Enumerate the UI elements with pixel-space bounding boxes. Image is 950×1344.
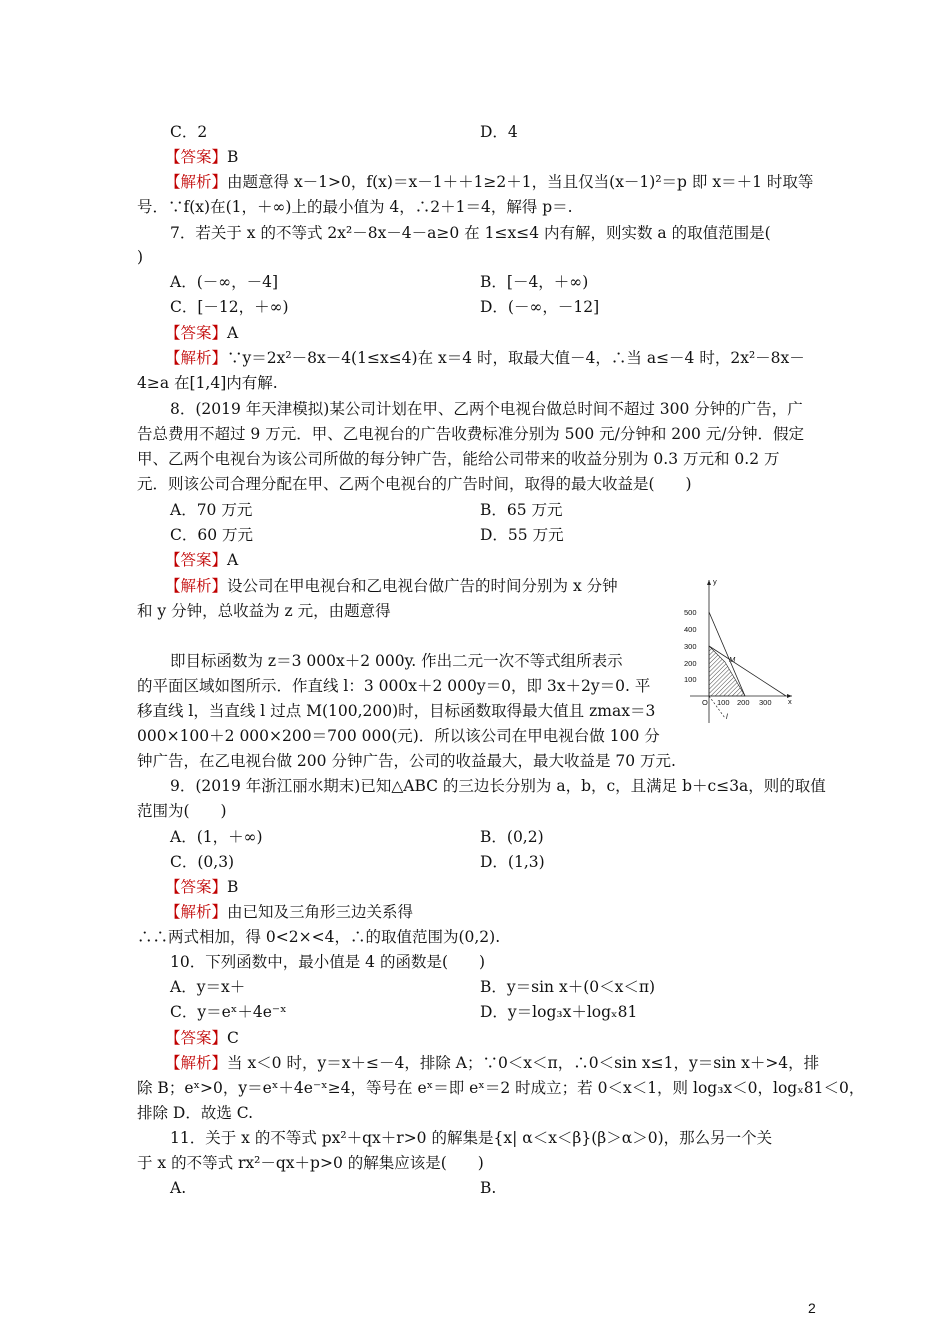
text-line: [170, 951, 485, 973]
line-text: 7．若关于 x 的不等式 2x²－8x－4－a≥0 在 1≤x≤4 内有解，则实数 a 的取值范围是(: [170, 224, 771, 242]
line-text: A．y＝x＋: [170, 978, 246, 996]
line-text: C．60 万元: [170, 526, 254, 544]
line-text: A.: [170, 1179, 187, 1197]
line-text: ): [137, 248, 144, 266]
page-number: 2: [808, 1300, 816, 1316]
text-line: [137, 1102, 253, 1124]
line-text: B: [227, 878, 239, 896]
line-text: D．(－∞，－12]: [480, 298, 600, 316]
analysis-tag: 【解析】: [165, 173, 228, 191]
line-text: ∴∴两式相加，得 0<2×<4，∴的取值范围为(0,2).: [137, 928, 501, 946]
text-line: [137, 1152, 484, 1174]
analysis-tag: 【解析】: [165, 1054, 228, 1072]
line-text: 钟广告，在乙电视台做 200 分钟广告，公司的收益最大，最大收益是 70 万元.: [137, 752, 676, 770]
line-text: 10．下列函数中，最小值是 4 的函数是( ): [170, 953, 486, 971]
text-line: [137, 1077, 864, 1099]
line-text: 11．关于 x 的不等式 px²＋qx＋r>0 的解集是{x| α＜x＜β}(β＞α＞0)，那么另一个关: [170, 1129, 773, 1147]
line-text: B: [227, 148, 239, 166]
text-line: [137, 700, 655, 722]
line-text: 元．则该公司合理分配在甲、乙两个电视台的广告时间，取得的最大收益是( ): [137, 475, 692, 493]
line-text: 8．(2019 年天津模拟)某公司计划在甲、乙两个电视台做总时间不超过 300 分钟的广告，广: [170, 400, 803, 418]
text-line: [170, 499, 252, 521]
line-text: B．[－4，＋∞): [480, 273, 589, 291]
line-text: 范围为( ): [137, 802, 227, 820]
line-text: 4≥a 在[1,4]内有解.: [137, 374, 278, 392]
text-line: [137, 448, 780, 470]
text-line: [165, 876, 238, 898]
line-text: 移直线 l，当直线 l 过点 M(100,200)时，目标函数取得最大值且 zmax＝3: [137, 702, 656, 720]
x-tick-100: 100: [717, 698, 730, 707]
text-line: [480, 851, 545, 873]
line-text: D．y＝log₃x＋logₓ81: [480, 1003, 638, 1021]
text-line: [480, 1177, 496, 1199]
text-line: [170, 826, 263, 848]
text-line: [480, 1001, 637, 1023]
line-text: 除 B；eˣ>0，y＝eˣ＋4e⁻ˣ≥4，等号在 eˣ＝即 eˣ＝2 时成立；若 0＜x＜1，则 log₃x＜0，logₓ81＜0，: [137, 1079, 865, 1097]
answer-tag: 【答案】: [165, 551, 228, 569]
y-tick-400: 400: [684, 625, 697, 634]
line-text: A．70 万元: [170, 501, 253, 519]
line-text: B．y＝sin x＋(0＜x＜π): [480, 978, 656, 996]
line-text: A: [227, 551, 239, 569]
text-line: [170, 851, 234, 873]
line-text: ∵y＝2x²－8x－4(1≤x≤4)在 x＝4 时，取最大值－4，∴当 a≤－4 时，2x²－8x－: [227, 349, 805, 367]
line-text: A．(－∞，－4]: [170, 273, 279, 291]
line-text: 的平面区域如图所示．作直线 l：3 000x＋2 000y＝0，即 3x＋2y＝0. 平: [137, 677, 651, 695]
text-line: [165, 1052, 819, 1074]
line-text: C．2: [170, 123, 208, 141]
text-line: [170, 775, 826, 797]
text-line: [170, 222, 771, 244]
analysis-tag: 【解析】: [165, 903, 228, 921]
text-line: [137, 246, 143, 268]
y-tick-300: 300: [684, 642, 697, 651]
line-text: C: [227, 1029, 239, 1047]
text-line: [170, 296, 289, 318]
y-axis-arrow-icon: [707, 580, 711, 585]
text-line: [480, 499, 563, 521]
x-axis-label: x: [788, 697, 792, 706]
text-line: [137, 423, 804, 445]
answer-tag: 【答案】: [165, 1029, 228, 1047]
feasible-region-figure: [680, 578, 800, 728]
line-text: B．(0,2): [480, 828, 544, 846]
line-text: 甲、乙两个电视台为该公司所做的每分钟广告，能给公司带来的收益分别为 0.3 万元和 0.2 万: [137, 450, 780, 468]
text-line: [480, 826, 544, 848]
line-text: D．(1,3): [480, 853, 545, 871]
text-line: [480, 976, 655, 998]
line-text: D．4: [480, 123, 518, 141]
line-text: 9．(2019 年浙江丽水期末)已知△ABC 的三边长分别为 a，b，c，且满足 b＋c≤3a，则的取值: [170, 777, 826, 795]
text-line: [165, 901, 413, 923]
text-line: [170, 524, 253, 546]
line-text: 由已知及三角形三边关系得: [227, 903, 414, 921]
line-text: 设公司在甲电视台和乙电视台做广告的时间分别为 x 分钟: [227, 577, 618, 595]
text-line: [480, 524, 564, 546]
y-tick-100: 100: [684, 675, 697, 684]
text-line: [165, 549, 238, 571]
text-line: [137, 372, 278, 394]
text-line: [170, 1001, 287, 1023]
answer-tag: 【答案】: [165, 878, 228, 896]
y-axis-label: y: [713, 578, 717, 586]
analysis-tag: 【解析】: [165, 349, 228, 367]
x-tick-300: 300: [759, 698, 772, 707]
line-text: 当 x＜0 时，y＝x＋≤－4，排除 A；∵0＜x＜π，∴0＜sin x≤1，y＝sin x＋>4，排: [227, 1054, 820, 1072]
line-text: D．55 万元: [480, 526, 564, 544]
text-line: [165, 171, 813, 193]
line-text: A．(1，＋∞): [170, 828, 263, 846]
text-line: [165, 575, 618, 597]
answer-tag: 【答案】: [165, 324, 228, 342]
text-line: [137, 725, 660, 747]
line-text: 告总费用不超过 9 万元．甲、乙电视台的广告收费标准分别为 500 元/分钟和 200 元/分钟．假定: [137, 425, 805, 443]
text-line: [165, 322, 238, 344]
x-tick-200: 200: [737, 698, 750, 707]
text-line: [137, 600, 391, 622]
line-text: B．65 万元: [480, 501, 563, 519]
text-line: [170, 398, 803, 420]
text-line: [137, 196, 573, 218]
y-tick-500: 500: [684, 608, 697, 617]
text-line: [480, 271, 588, 293]
text-line: [137, 473, 692, 495]
origin-label: O: [702, 698, 708, 707]
line-text: 由题意得 x－1>0，f(x)＝x－1＋＋1≥2＋1，当且仅当(x－1)²＝p 即 x＝＋1 时取等: [227, 173, 814, 191]
text-line: [137, 926, 500, 948]
analysis-tag: 【解析】: [165, 577, 228, 595]
text-line: [170, 1127, 772, 1149]
text-line: [170, 650, 623, 672]
line-text: 号．∵f(x)在(1，＋∞)上的最小值为 4，∴2＋1＝4，解得 p＝.: [137, 198, 573, 216]
line-text: 于 x 的不等式 rx²－qx＋p>0 的解集应该是( ): [137, 1154, 484, 1172]
text-line: [137, 800, 227, 822]
text-line: [137, 750, 676, 772]
line-text: A: [227, 324, 239, 342]
line-text: C．(0,3): [170, 853, 235, 871]
text-line: [170, 1177, 186, 1199]
text-line: [480, 121, 518, 143]
answer-tag: 【答案】: [165, 148, 228, 166]
text-line: [165, 347, 805, 369]
line-text: 排除 D．故选 C.: [137, 1104, 254, 1122]
line-text: 和 y 分钟，总收益为 z 元，由题意得: [137, 602, 391, 620]
text-line: [137, 675, 650, 697]
y-tick-200: 200: [684, 659, 697, 668]
text-line: [480, 296, 599, 318]
text-line: [170, 271, 278, 293]
text-line: [170, 121, 207, 143]
point-m-label: M: [729, 655, 736, 664]
text-line: [165, 146, 238, 168]
line-text: 000×100＋2 000×200＝700 000(元)．所以该公司在甲电视台做 100 分: [137, 727, 660, 745]
line-text: C．[－12，＋∞): [170, 298, 289, 316]
line-text: B.: [480, 1179, 497, 1197]
text-line: [170, 976, 245, 998]
line-text: C．y＝eˣ＋4e⁻ˣ: [170, 1003, 287, 1021]
line-l-label: l: [726, 712, 728, 721]
text-line: [165, 1027, 239, 1049]
line-text: 即目标函数为 z＝3 000x＋2 000y. 作出二元一次不等式组所表示: [170, 652, 623, 670]
